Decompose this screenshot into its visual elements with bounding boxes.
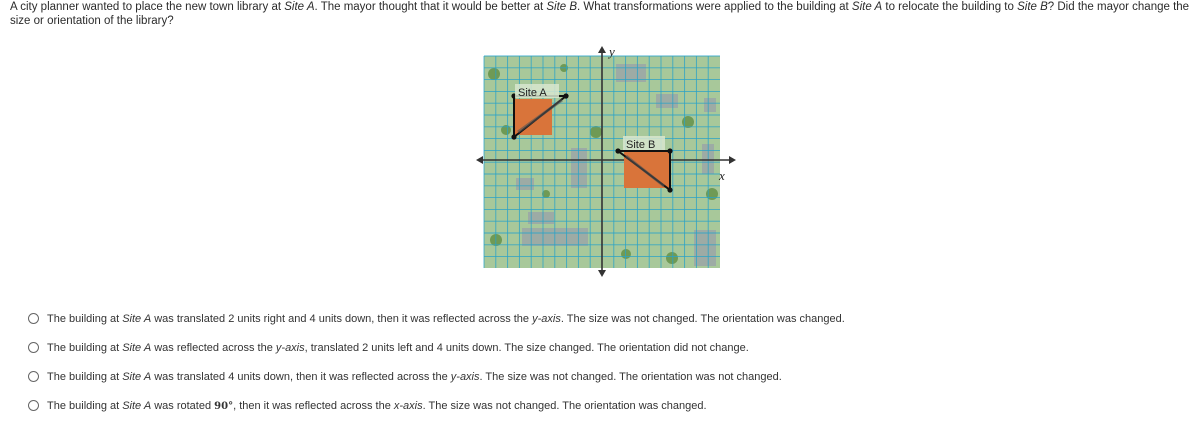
site-a-label: Site A xyxy=(518,87,547,99)
question-emphasis: Site B xyxy=(1017,1,1048,13)
answer-choice-text xyxy=(47,313,845,325)
question-segment: . What transformations were applied to the building at xyxy=(577,1,852,13)
answer-choice-text xyxy=(47,371,782,383)
answer-emphasis: y-axis xyxy=(275,341,305,354)
answer-emphasis: Site A xyxy=(122,341,152,354)
y-axis-down-arrow-icon xyxy=(598,270,606,277)
answer-segment: The building at xyxy=(47,370,123,383)
question-text xyxy=(10,0,1200,28)
y-axis-up-arrow-icon xyxy=(598,46,606,53)
answer-emphasis: y-axis xyxy=(532,312,561,325)
answer-segment: was translated 4 units down, then it was reflected across the xyxy=(151,370,451,383)
answer-math: 90° xyxy=(214,400,234,412)
question-emphasis: Site A xyxy=(851,1,883,13)
answer-segment: , then it was reflected across the xyxy=(233,399,394,412)
site-b-label: Site B xyxy=(626,139,656,151)
radio-button-icon[interactable] xyxy=(28,371,39,382)
answer-choice-text xyxy=(47,400,707,412)
y-axis-label: y xyxy=(609,44,615,59)
question-emphasis: Site B xyxy=(546,1,578,13)
answer-emphasis: Site A xyxy=(122,312,152,325)
question-segment: ? Did the mayor change the size or orientation of the library? xyxy=(10,1,1190,27)
answer-emphasis: Site A xyxy=(122,370,152,383)
x-axis-left-arrow-icon xyxy=(476,156,483,164)
answer-choice-1[interactable] xyxy=(28,304,845,333)
answer-choices xyxy=(28,304,845,420)
answer-choice-4[interactable] xyxy=(28,391,845,420)
question-segment: to relocate the building to xyxy=(882,1,1018,13)
answer-segment: The building at xyxy=(47,312,123,325)
question-emphasis: Site A xyxy=(284,1,315,13)
x-axis-label: x xyxy=(719,168,725,183)
coordinate-map xyxy=(476,44,738,278)
answer-segment: was rotated xyxy=(151,399,215,412)
site-b-building xyxy=(624,152,670,188)
answer-segment: . The size was not changed. The orientation was changed. xyxy=(422,399,707,412)
answer-choice-2[interactable] xyxy=(28,333,845,362)
radio-button-icon[interactable] xyxy=(28,342,39,353)
question-segment: . The mayor thought that it would be better at xyxy=(314,1,547,13)
answer-emphasis: y-axis xyxy=(450,370,480,383)
answer-segment: , translated 2 units left and 4 units down. The size changed. The orientation did not change. xyxy=(304,341,749,354)
answer-segment: The building at xyxy=(47,341,123,354)
radio-button-icon[interactable] xyxy=(28,313,39,324)
answer-choice-text xyxy=(47,342,749,354)
answer-emphasis: x-axis xyxy=(393,399,423,412)
radio-button-icon[interactable] xyxy=(28,400,39,411)
answer-segment: was translated 2 units right and 4 units down, then it was reflected across the xyxy=(151,312,533,325)
answer-segment: was reflected across the xyxy=(151,341,276,354)
answer-emphasis: Site A xyxy=(122,399,152,412)
answer-segment: The building at xyxy=(47,399,123,412)
coordinate-map-figure xyxy=(476,44,738,278)
x-axis-right-arrow-icon xyxy=(729,156,736,164)
answer-segment: . The size was not changed. The orientation was changed. xyxy=(560,312,845,325)
answer-segment: . The size was not changed. The orientation was not changed. xyxy=(479,370,782,383)
question-segment: A city planner wanted to place the new town library at xyxy=(10,1,285,13)
answer-choice-3[interactable] xyxy=(28,362,845,391)
